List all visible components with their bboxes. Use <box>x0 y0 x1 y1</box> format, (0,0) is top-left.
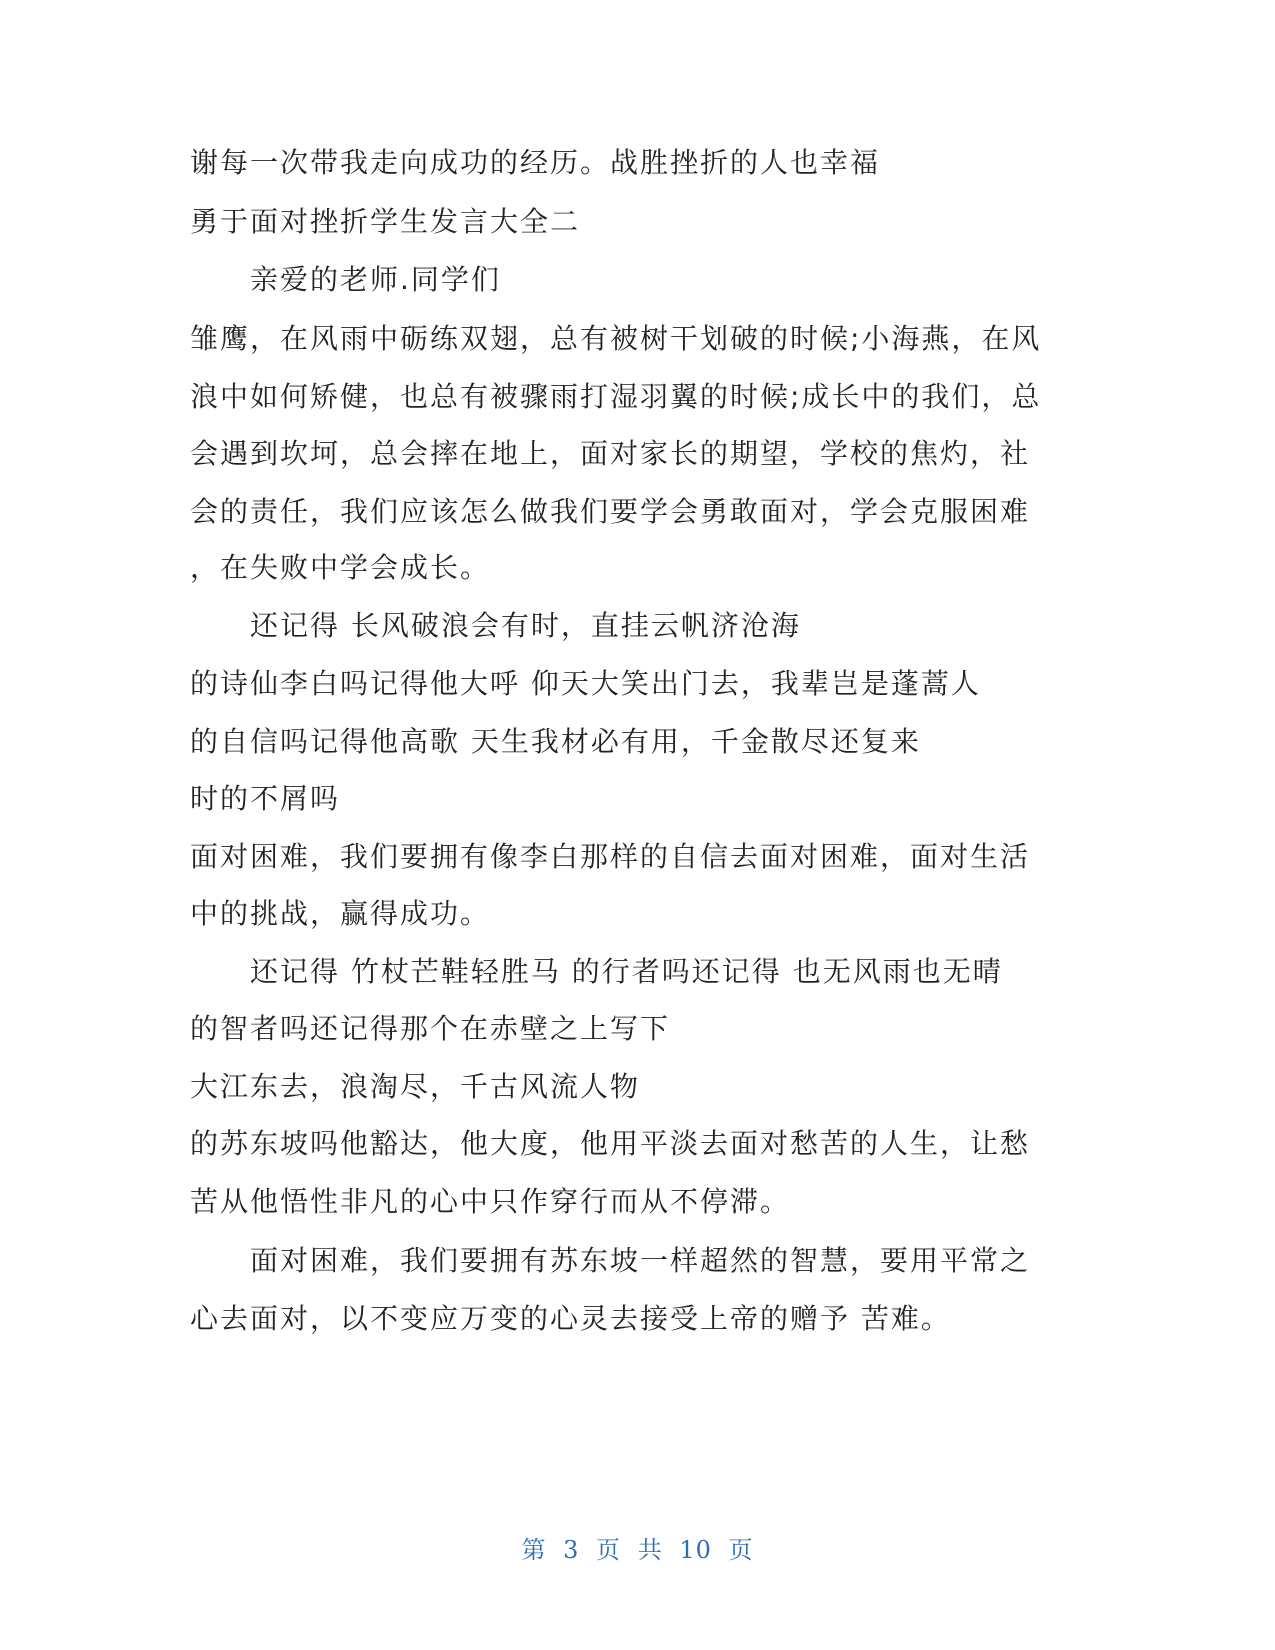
footer-suffix: 页 <box>728 1536 754 1564</box>
footer-total-pages: 10 <box>679 1536 712 1564</box>
footer-page-word: 页 <box>596 1536 622 1564</box>
text-line: 会的责任，我们应该怎么做我们要学会勇敢面对，学会克服困难 <box>190 495 1031 528</box>
text-line: 中的挑战，赢得成功。 <box>190 897 491 930</box>
text-line: 浪中如何矫健，也总有被骤雨打湿羽翼的时候;成长中的我们，总 <box>190 380 1042 413</box>
text-line: 还记得 竹杖芒鞋轻胜马 的行者吗还记得 也无风雨也无晴 <box>250 955 1003 988</box>
text-line: 还记得 长风破浪会有时，直挂云帆济沧海 <box>250 609 801 642</box>
text-line: 会遇到坎坷，总会摔在地上，面对家长的期望，学校的焦灼，社 <box>190 437 1031 470</box>
text-line: 面对困难，我们要拥有苏东坡一样超然的智慧，要用平常之 <box>250 1244 1031 1277</box>
footer-current-page: 3 <box>563 1536 580 1564</box>
text-line: 苦从他悟性非凡的心中只作穿行而从不停滞。 <box>190 1185 791 1218</box>
text-line: 面对困难，我们要拥有像李白那样的自信去面对困难，面对生活 <box>190 840 1031 873</box>
footer-prefix: 第 <box>521 1536 547 1564</box>
footer-total-word: 共 <box>637 1536 663 1564</box>
text-line: 的自信吗记得他高歌 天生我材必有用，千金散尽还复来 <box>190 725 921 758</box>
text-line: 雏鹰，在风雨中砺练双翅，总有被树干划破的时候;小海燕，在风 <box>190 322 1042 355</box>
text-line: 心去面对，以不变应万变的心灵去接受上帝的赠予 苦难。 <box>190 1302 951 1335</box>
text-line: 的智者吗还记得那个在赤壁之上写下 <box>190 1012 671 1045</box>
text-line: ，在失败中学会成长。 <box>190 551 491 584</box>
text-line: 的诗仙李白吗记得他大呼 仰天大笑出门去，我辈岂是蓬蒿人 <box>190 667 981 700</box>
text-line: 的苏东坡吗他豁达，他大度，他用平淡去面对愁苦的人生，让愁 <box>190 1127 1031 1160</box>
text-line: 时的不屑吗 <box>190 782 341 815</box>
text-line: 大江东去，浪淘尽，千古风流人物 <box>190 1070 641 1103</box>
salutation: 亲爱的老师.同学们 <box>250 263 501 296</box>
page-footer <box>0 1530 1275 1565</box>
text-line: 谢每一次带我走向成功的经历。战胜挫折的人也幸福 <box>190 146 881 179</box>
section-heading: 勇于面对挫折学生发言大全二 <box>190 205 581 238</box>
